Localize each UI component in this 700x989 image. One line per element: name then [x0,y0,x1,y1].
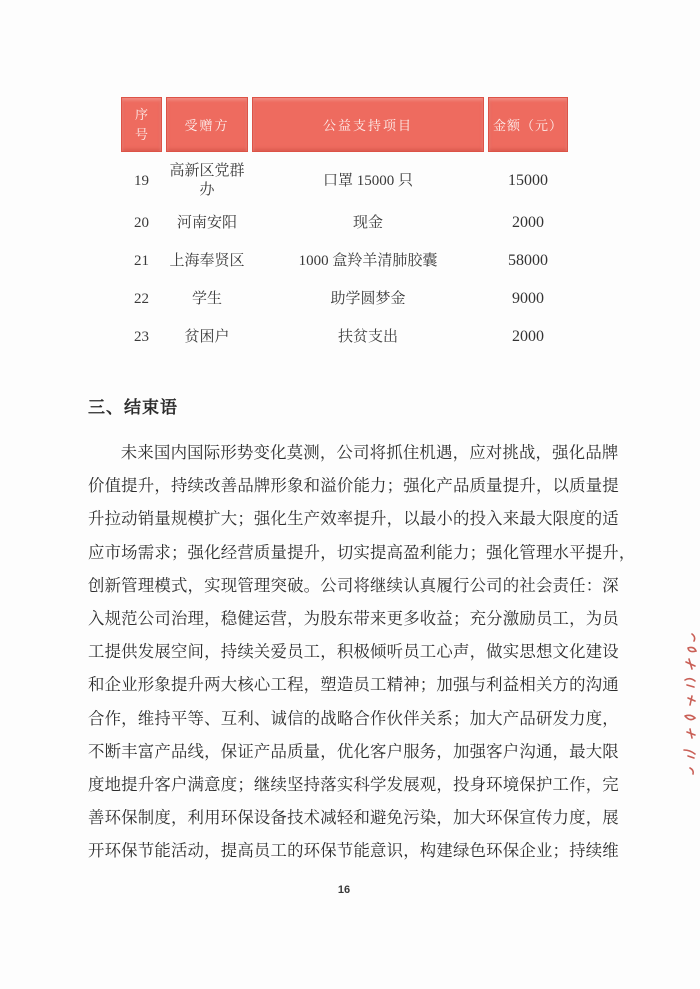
cell-recipient: 贫困户 [184,328,230,345]
paragraph-line: 未来国内国际形势变化莫测，公司将抓住机遇，应对挑战，强化品牌 [120,443,619,462]
cell-no: 21 [134,252,149,269]
cell-no: 23 [134,328,149,345]
header-cell-amount [488,97,568,152]
paragraph-line: 创新管理模式，实现管理突破。公司将继续认真履行公司的社会责任：深 [88,575,619,595]
donation-table [121,97,568,356]
table-row [121,318,568,356]
cell-recipient: 上海奉贤区 [169,252,245,269]
conclusion-section [88,393,636,868]
margin-handwriting-marks [676,628,700,778]
paragraph-line: 开环保节能活动，提高员工的环保节能意识，构建绿色环保企业；持续维 [88,841,619,861]
cell-project: 助学圆梦金 [330,290,406,307]
paragraph-line: 善环保制度，利用环保设备技术减轻和避免污染，加大环保宣传力度，展 [88,808,619,828]
header-label-no: 序号 [134,107,148,142]
cell-no: 19 [134,172,149,189]
cell-amount: 2000 [512,328,544,345]
table-row [121,204,568,242]
cell-recipient: 学生 [191,290,222,307]
cell-amount: 15000 [508,172,548,189]
table-header-row [121,97,568,152]
cell-amount: 2000 [512,214,544,231]
paragraph-line: 应市场需求；强化经营质量提升，切实提高盈利能力；强化管理水平提升， [88,542,636,562]
cell-amount: 9000 [512,290,544,307]
table-row [121,242,568,280]
cell-project: 口罩 15000 只 [322,172,413,189]
cell-no: 22 [134,290,149,307]
table-body [121,158,568,356]
paragraph-line: 工提供发展空间，持续关爱员工，积极倾听员工心声，做实思想文化建设 [88,642,619,662]
cell-project: 现金 [352,214,383,231]
cell-project: 扶贫支出 [337,328,398,345]
paragraph-line: 度地提升客户满意度；继续坚持落实科学发展观，投身环境保护工作，完 [88,775,619,795]
header-label-amount: 金额（元） [492,118,563,133]
paragraph-line: 价值提升，持续改善品牌形象和溢价能力；强化产品质量提升，以质量提 [88,476,619,496]
section-heading: 三、结束语 [88,398,178,417]
page-number: 16 [337,884,351,896]
paragraph-line: 升拉动销量规模扩大；强化生产效率提升，以最小的投入来最大限度的适 [88,509,619,529]
header-cell-project [252,97,484,152]
table-row [121,280,568,318]
paragraph-line: 合作，维持平等、互利、诚信的战略合作伙伴关系；加大产品研发力度， [88,708,619,728]
header-cell-no [121,97,162,152]
cell-recipient: 河南安阳 [176,214,237,231]
cell-project: 1000 盒羚羊清肺胶囊 [298,252,438,269]
table-row [121,158,568,204]
cell-recipient: 高新区党群办 [169,163,245,198]
cell-amount: 58000 [508,252,548,269]
header-label-recipient: 受赠方 [184,118,230,133]
paragraph-line: 不断丰富产品线，保证产品质量，优化客户服务，加强客户沟通，最大限 [88,741,619,761]
paragraph-line: 入规范公司治理，稳健运营，为股东带来更多收益；充分激励员工，为员 [88,609,619,629]
header-label-project: 公益支持项目 [322,118,413,133]
cell-no: 20 [134,214,149,231]
header-cell-recipient [166,97,248,152]
conclusion-paragraph [88,436,636,868]
paragraph-line: 和企业形象提升两大核心工程，塑造员工精神；加强与利益相关方的沟通 [88,675,619,695]
